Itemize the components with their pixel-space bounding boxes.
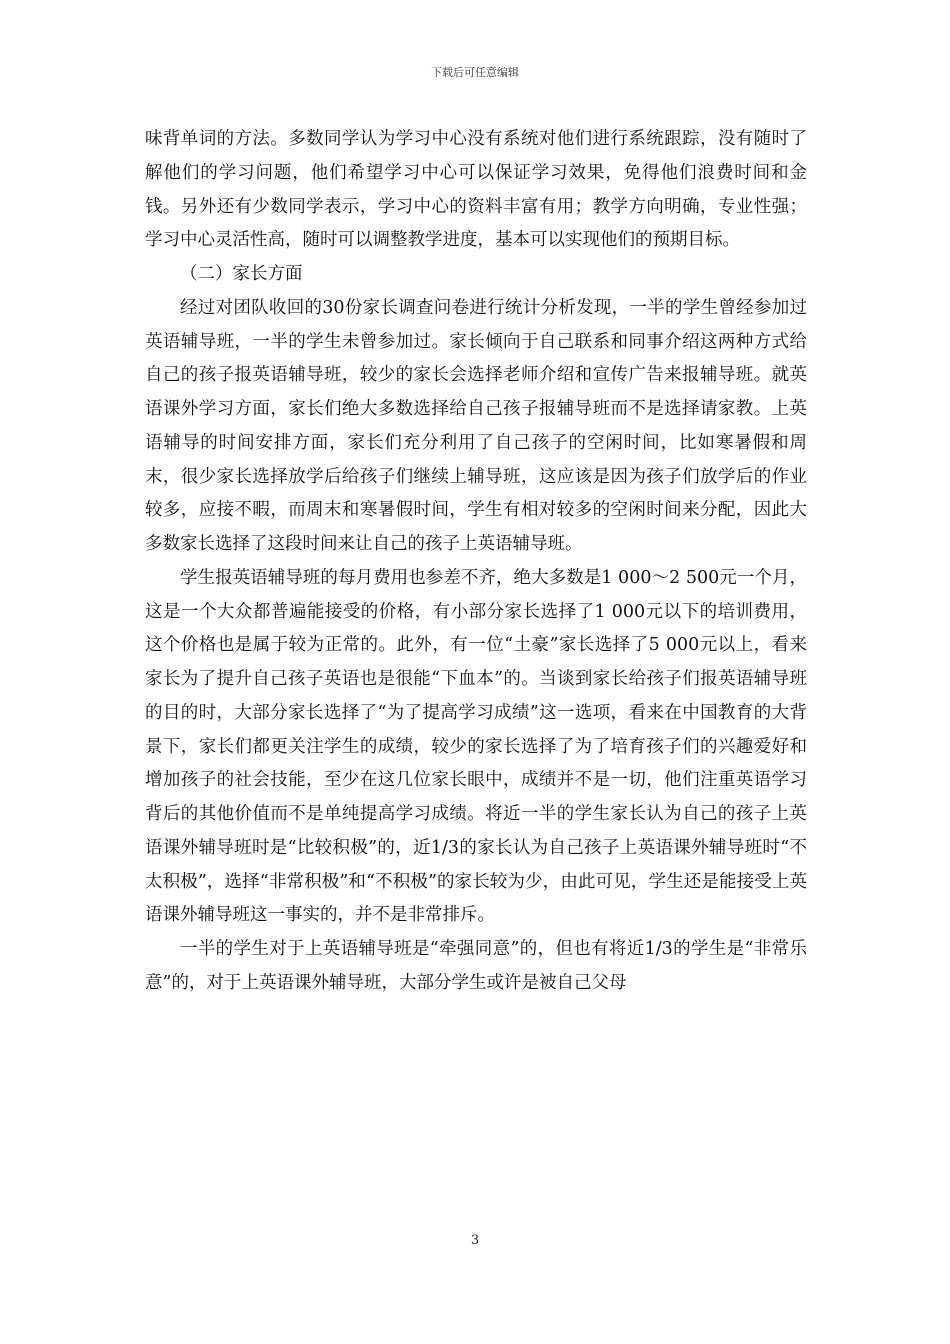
page-header: 下载后可任意编辑 xyxy=(431,66,519,79)
section-heading: （二）家长方面 xyxy=(180,264,303,284)
paragraph: 一半的学生对于上英语辅导班是“牵强同意”的，但也有将近1/3的学生是“非常乐意”的，对于上英语课外辅导班，大部分学生或许是被自己父母 xyxy=(145,939,807,993)
page-number: 3 xyxy=(470,1233,480,1248)
document-body xyxy=(145,123,807,1001)
paragraph-continued: 味背单词的方法。多数同学认为学习中心没有系统对他们进行系统跟踪，没有随时了解他们的学习问题，他们希望学习中心可以保证学习效果，免得他们浪费时间和金钱。另外还有少数同学表示，学习中心的资料丰富有用；教学方向明确，专业性强；学习中心灵活性高，随时可以调整教学进度，基本可以实现他们的预期目标。 xyxy=(145,129,807,251)
paragraph: 学生报英语辅导班的每月费用也参差不齐，绝大多数是1 000～2 500元一个月，这是一个大众都普遍能接受的价格，有小部分家长选择了1 000元以下的培训费用，这个价格也是属于较为正常的。此外，有一位“土豪”家长选择了5 000元以上，看来家长为了提升自己孩子英语也是很能“下血本”的。当谈到家长给孩子们报英语辅导班的目的时，大部分家长选择了“为了提高学习成绩”这一选项，看来在中国教育的大背景下，家长们都更关注学生的成绩，较少的家长选择了为了培育孩子们的兴趣爱好和增加孩子的社会技能，至少在这几位家长眼中，成绩并不是一切，他们注重英语学习背后的其他价值而不是单纯提高学习成绩。将近一半的学生家长认为自己的孩子上英语课外辅导班时是“比较积极”的，近1/3的家长认为自己孩子上英语课外辅导班时“不太积极”，选择“非常积极”和“不积极”的家长较为少，由此可见，学生还是能接受上英语课外辅导班这一事实的，并不是非常排斥。 xyxy=(145,567,807,926)
paragraph: 经过对团队收回的30份家长调查问卷进行统计分析发现，一半的学生曾经参加过英语辅导班，一半的学生未曾参加过。家长倾向于自己联系和同事介绍这两种方式给自己的孩子报英语辅导班，较少的家长会选择老师介绍和宣传广告来报辅导班。就英语课外学习方面，家长们绝大多数选择给自己孩子报辅导班而不是选择请家教。上英语辅导的时间安排方面，家长们充分利用了自己孩子的空闲时间，比如寒暑假和周末，很少家长选择放学后给孩子们继续上辅导班，这应该是因为孩子们放学后的作业较多，应接不暇，而周末和寒暑假时间，学生有相对较多的空闲时间来分配，因此大多数家长选择了这段时间来让自己的孩子上英语辅导班。 xyxy=(145,297,807,554)
